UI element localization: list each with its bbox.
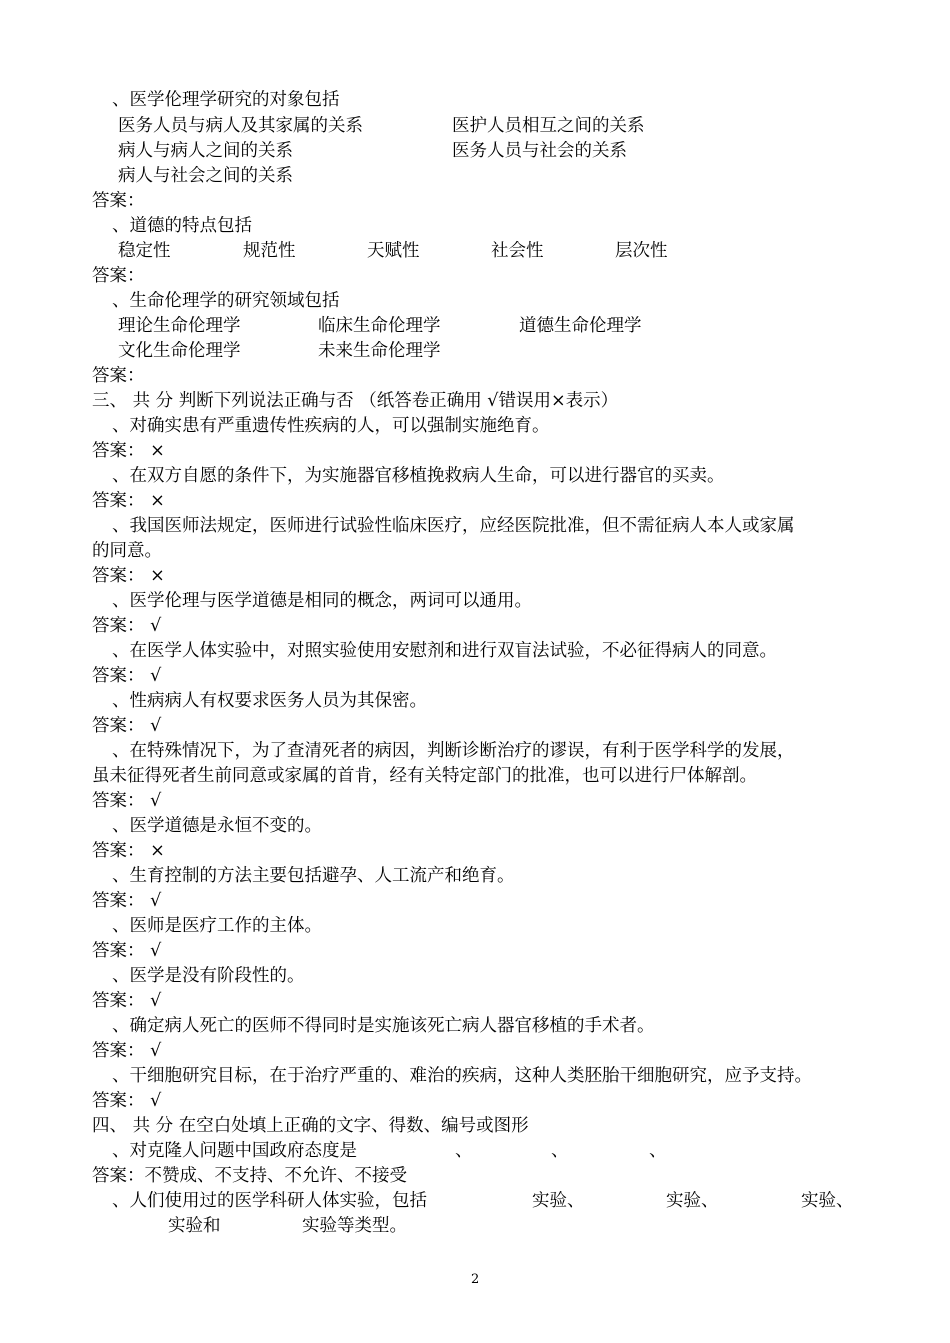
text-line: 、 (649, 1141, 667, 1161)
text-line: 虽未征得死者生前同意或家属的首肯，经有关特定部门的批准，也可以进行尸体解剖。 (92, 766, 757, 786)
text-line: 、在双方自愿的条件下，为实施器官移植挽救病人生命，可以进行器官的买卖。 (112, 466, 725, 486)
answer-line: 答案： √ (92, 891, 162, 911)
text-line: 医护人员相互之间的关系 (452, 116, 645, 136)
text-line: 的同意。 (92, 541, 162, 561)
text-line: 社会性 (491, 241, 544, 261)
text-line: 实验和 (168, 1216, 221, 1236)
text-line: 、医学道德是永恒不变的。 (112, 816, 322, 836)
answer-line: 答案： × (92, 491, 165, 511)
text-line: 、医师是医疗工作的主体。 (112, 916, 322, 936)
text-line: 、生命伦理学的研究领域包括 (112, 291, 340, 311)
text-line: 、 (551, 1141, 569, 1161)
text-line: 实验、 (666, 1191, 719, 1211)
answer-line: 答案： √ (92, 666, 162, 686)
section-heading: 四、 共 分 在空白处填上正确的文字、得数、编号或图形 (92, 1116, 529, 1136)
text-line: 实验等类型。 (302, 1216, 407, 1236)
text-line: 规范性 (243, 241, 296, 261)
text-line: 层次性 (615, 241, 668, 261)
text-line: 、干细胞研究目标，在于治疗严重的、难治的疾病，这种人类胚胎干细胞研究，应予支持。 (112, 1066, 812, 1086)
text-line: 病人与社会之间的关系 (118, 166, 293, 186)
text-line: 道德生命伦理学 (519, 316, 642, 336)
text-line: 、我国医师法规定，医师进行试验性临床医疗，应经医院批准，但不需征病人本人或家属 (112, 516, 795, 536)
text-line: 、在医学人体实验中，对照实验使用安慰剂和进行双盲法试验，不必征得病人的同意。 (112, 641, 777, 661)
text-line: 、医学是没有阶段性的。 (112, 966, 305, 986)
text-line: 未来生命伦理学 (318, 341, 441, 361)
answer-line: 答案： × (92, 441, 165, 461)
text-line: 实验、 (801, 1191, 854, 1211)
text-line: 、确定病人死亡的医师不得同时是实施该死亡病人器官移植的手术者。 (112, 1016, 655, 1036)
section-heading: 三、 共 分 判断下列说法正确与否 （纸答卷正确用 √错误用×表示） (92, 391, 619, 411)
answer-line: 答案： × (92, 566, 165, 586)
text-line: 、医学伦理学研究的对象包括 (112, 90, 340, 110)
text-line: 病人与病人之间的关系 (118, 141, 293, 161)
answer-line: 答案： √ (92, 616, 162, 636)
answer-line: 答案：不赞成、不支持、不允许、不接受 (92, 1166, 407, 1186)
text-line: 理论生命伦理学 (118, 316, 241, 336)
text-line: 临床生命伦理学 (318, 316, 441, 336)
text-line: 、医学伦理与医学道德是相同的概念，两词可以通用。 (112, 591, 532, 611)
text-line: 文化生命伦理学 (118, 341, 241, 361)
text-line: 、性病病人有权要求医务人员为其保密。 (112, 691, 427, 711)
text-line: 、道德的特点包括 (112, 216, 252, 236)
text-line: 、 (455, 1141, 473, 1161)
text-line: 医务人员与社会的关系 (452, 141, 627, 161)
answer-line: 答案： × (92, 841, 165, 861)
text-line: 医务人员与病人及其家属的关系 (118, 116, 363, 136)
answer-line: 答案： √ (92, 791, 162, 811)
text-line: 、对克隆人问题中国政府态度是 (112, 1141, 357, 1161)
text-line: 、人们使用过的医学科研人体实验，包括 (112, 1191, 427, 1211)
answer-line: 答案： √ (92, 716, 162, 736)
page-number: 2 (471, 1272, 480, 1287)
answer-line: 答案： (92, 266, 145, 286)
text-line: 、对确实患有严重遗传性疾病的人，可以强制实施绝育。 (112, 416, 550, 436)
text-line: 天赋性 (367, 241, 420, 261)
text-line: 稳定性 (118, 241, 171, 261)
text-line: 、生育控制的方法主要包括避孕、人工流产和绝育。 (112, 866, 515, 886)
answer-line: 答案： (92, 191, 145, 211)
text-line: 、在特殊情况下，为了查清死者的病因，判断诊断治疗的谬误，有利于医学科学的发展， (112, 741, 795, 761)
answer-line: 答案： √ (92, 1091, 162, 1111)
answer-line: 答案： √ (92, 991, 162, 1011)
answer-line: 答案： (92, 366, 145, 386)
answer-line: 答案： √ (92, 941, 162, 961)
text-line: 实验、 (532, 1191, 585, 1211)
answer-line: 答案： √ (92, 1041, 162, 1061)
